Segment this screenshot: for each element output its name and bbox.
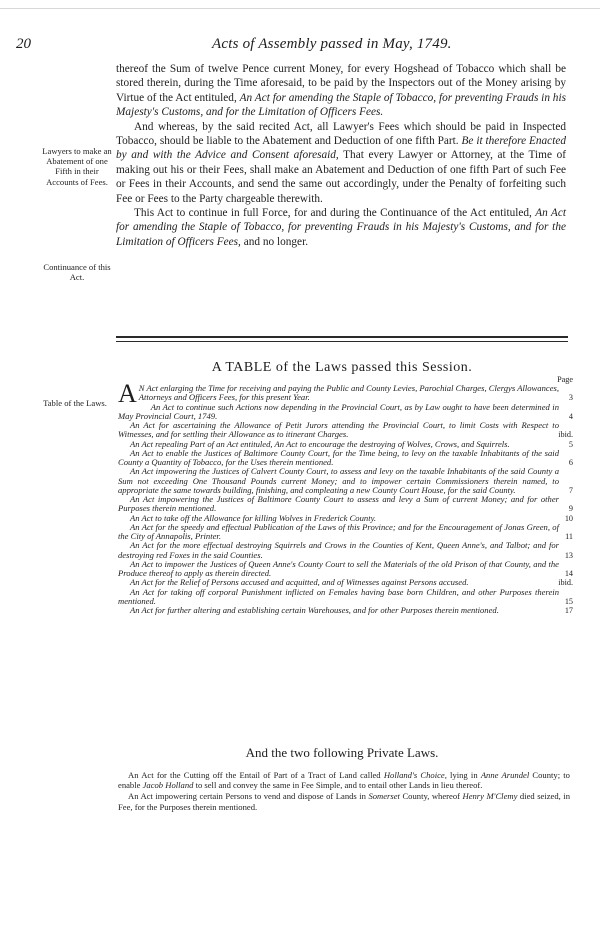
law-page-number: 15 (564, 596, 573, 606)
law-title: N Act enlarging the Time for receiving and paying the Public and County Levies, Parochial Charges, Clergys Allowances, Attorneys and Officers Fees, for this present Year. (138, 383, 559, 403)
running-head: Acts of Assembly passed in May, 1749. (212, 36, 452, 52)
text-run: died seized, in Fee, for the Purposes therein mentioned. (118, 791, 570, 812)
table-title-rest: of the Laws passed this Session. (271, 360, 473, 375)
text-run: to sell and convey the same in Fee Simple, and to entail other Lands in lieu thereof. (193, 780, 483, 791)
law-page-number: 3 (568, 393, 573, 403)
act-title: An Act for amending the Staple of Tobacco, for preventing Frauds in his Majesty's Customs, and for the Limitation of Officers Fees, (116, 207, 566, 248)
law-title: An Act to continue such Actions now depending in the Provincial Court, as by Law ought to have been determined in May Provincial Court, 1749. (118, 401, 559, 421)
paragraph-fees-continuation (116, 62, 566, 120)
law-title: An Act repealing Part of an Act entituled, An Act to encourage the destroying of Wolves, Crows, and Squirrels. (130, 438, 510, 449)
page-number: 20 (16, 36, 31, 52)
law-page-number: 14 (564, 569, 573, 578)
page-column-label: Page (557, 375, 573, 384)
text-run: County, whereof (399, 791, 463, 802)
law-entry (118, 495, 573, 514)
law-title: An Act for further altering and establishing certain Warehouses, and for other Purposes therein mentioned. (130, 605, 499, 615)
law-page-number: 7 (568, 485, 573, 495)
law-page-number: 5 (568, 439, 573, 449)
text-run: An Act for the Cutting off the Entail of Part of a Tract of Land called (128, 770, 384, 780)
page-edge (0, 8, 600, 9)
law-page-number: 4 (568, 411, 573, 421)
text-run: And whereas, by the said recited Act, all Lawyer's Fees which should be paid in Inspected Tobacco, should be liable to the Abatement and Deduction of one fifth Part. (116, 120, 566, 148)
act-title: An Act for amending the Staple of Tobacco, for preventing Frauds in his Majesty's Customs, and for the Limitation of Officers Fees. (116, 91, 566, 119)
law-page-number: 11 (565, 532, 573, 541)
private-laws (118, 770, 570, 813)
law-entry (118, 449, 573, 468)
text-run: County; to enable (118, 770, 570, 791)
place-name: Holland's Choice, (383, 770, 447, 780)
margin-note-continuance: Continuance of this Act. (43, 262, 111, 283)
person-name: Henry M'Clemy (462, 791, 518, 802)
law-page-number: ibid. (558, 578, 573, 588)
law-entry (118, 467, 573, 495)
law-title: An Act for the more effectual destroying Squirrels and Crows in the Counties of Kent, Queen Anne's, and Talbot; and for destroying red Foxes in the said Counties. (118, 540, 559, 560)
law-page-number: 17 (564, 606, 573, 615)
private-laws-title: And the two following Private Laws. (245, 745, 439, 760)
place-name: Somerset (368, 791, 400, 802)
enacting-clause: Be it therefore Enacted by and with the Advice and Consent aforesaid, (116, 135, 566, 162)
law-entry (118, 523, 573, 542)
divider-rule (116, 341, 568, 342)
text-run: This Act to continue in full Force, for and during the Continuance of the Act entituled, (134, 207, 536, 220)
person-name: Jacob Holland (142, 780, 194, 791)
text-run: and no longer. (240, 235, 309, 248)
law-page-number: 9 (568, 504, 573, 514)
text-run: An Act impowering certain Persons to vend and dispose of Lands in (128, 791, 369, 802)
body-text (116, 62, 566, 249)
paragraph-lawyers-fees (116, 120, 566, 206)
margin-note-lawyers: Lawyers to make an Abatement of one Fifth in their Accounts of Fees. (42, 146, 112, 187)
law-title: An Act for the Relief of Persons accused and acquitted, and of Witnesses against Persons accused. (130, 577, 469, 588)
law-entry (118, 403, 573, 422)
law-page-number: ibid. (558, 430, 573, 440)
private-law-holland (118, 770, 570, 790)
law-title: An Act for taking off corporal Punishment inflicted on Females having base born Children, and other Purposes therein mentioned. (118, 586, 559, 606)
law-entry (118, 375, 573, 408)
place-name: Anne Arundel (480, 770, 530, 780)
table-title-caps: A TABLE (211, 360, 272, 375)
law-entry (118, 588, 573, 607)
text-run: thereof the Sum of twelve Pence current Money, for every Hogshead of Tobacco which shall be stored therein, during the Time aforesaid, to be paid by the Inspectors out of the Money arising by Virtue of the Act entituled, (116, 63, 566, 104)
private-law-somerset (118, 791, 570, 811)
margin-note-table-of-laws: Table of the Laws. (43, 398, 107, 408)
law-title: An Act impowering the Justices of Baltimore County Court to assess and levy a Sum of current Money; and for other Purposes therein mentioned. (118, 494, 559, 514)
law-entry (118, 421, 573, 440)
table-title (116, 360, 568, 376)
law-entry (118, 560, 573, 579)
law-entry (118, 541, 573, 560)
drop-cap: A (118, 379, 137, 408)
text-run: That every Lawyer or Attorney, at the Time of making out his or their Fees, shall make an Abatement and Deduction of one fifth Part of such Fee or Fees in their Accounts, and send the same out accordingly, under the Penalty of forfeiting such Fee or Fees to the Party chargeable therewith. (116, 149, 566, 205)
divider-rule (116, 336, 568, 338)
law-page-number: 13 (564, 550, 573, 560)
paragraph-continuance (116, 206, 566, 249)
law-title: An Act impowering the Justices of Calvert County Court, to assess and levy on the taxable Inhabitants of the said County a Sum not exceeding One Thousand Pounds current Money; and to impower certain Commissioners therein named, to appropriate the same towards building, finishing, and compleating a new County Court House, for the said County. (118, 466, 559, 495)
law-title: An Act for the speedy and effectual Publication of the Laws of this Province; and for the Encouragement of Jonas Green, of the City of Annapolis, Printer. (118, 521, 559, 541)
law-page-number: 6 (568, 458, 573, 467)
law-page-number: 10 (564, 513, 573, 523)
law-title: An Act to take off the Allowance for killing Wolves in Frederick County. (130, 512, 377, 523)
law-title: An Act to enable the Justices of Baltimore County Court, for the Time being, to levy on the taxable Inhabitants of the said County a Quantity of Tobacco, for the Uses therein mentioned. (118, 447, 559, 467)
text-run: lying in (446, 770, 481, 780)
law-entry (118, 606, 573, 615)
law-title: An Act for ascertaining the Allowance of Petit Jurors attending the Provincial Court, to limit Costs with Respect to Witnesses, and for settling their Allowance as to itinerant Charges. (118, 420, 559, 440)
table-of-laws (118, 375, 573, 615)
law-title: An Act to impower the Justices of Queen Anne's County Court to sell the Materials of the old Prison of that County, and the Produce thereof to apply as therein directed. (118, 558, 559, 578)
